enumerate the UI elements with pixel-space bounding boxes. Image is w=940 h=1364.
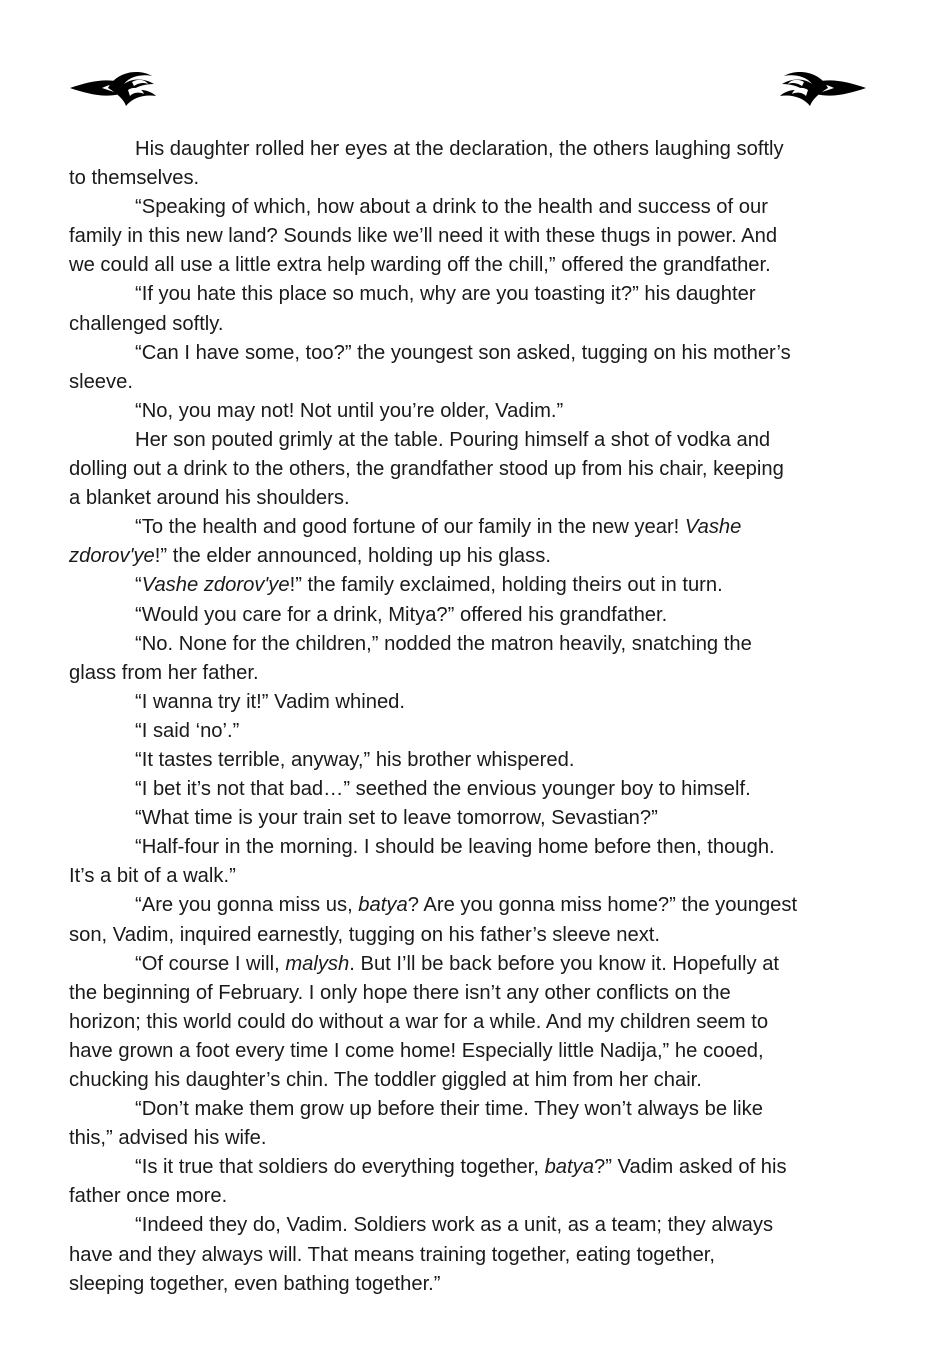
italic-text: zdorov'ye [69, 545, 155, 568]
text-run: “Are you gonna miss us, [135, 894, 359, 917]
text-line [69, 1270, 869, 1299]
text-run: !” the family exclaimed, holding theirs out in turn. [289, 574, 723, 597]
text-line [69, 1037, 869, 1066]
text-line [69, 1241, 869, 1270]
paragraph [69, 397, 869, 426]
text-run: horizon; this world could do without a war for a while. And my children seem to [69, 1010, 769, 1033]
text-line [69, 921, 869, 950]
text-line [69, 775, 869, 804]
text-run: “Half-four in the morning. I should be leaving home before then, though. [135, 836, 775, 859]
text-run: “No, you may not! Not until you’re older, Vadim.” [135, 399, 564, 422]
text-line [69, 135, 869, 164]
text-line [69, 1124, 869, 1153]
text-run: Her son pouted grimly at the table. Pouring himself a shot of vodka and [135, 428, 771, 451]
text-line [69, 862, 869, 891]
text-run: ?” Vadim asked of his [593, 1156, 787, 1179]
text-run: have grown a foot every time I come home! Especially little Nadija,” he cooed, [69, 1039, 764, 1062]
text-line [69, 833, 869, 862]
ornate-flourish-icon [776, 66, 868, 110]
paragraph [69, 601, 869, 630]
paragraph [69, 804, 869, 833]
text-run: challenged softly. [69, 312, 224, 335]
text-line [69, 397, 869, 426]
text-run: “No. None for the children,” nodded the matron heavily, snatching the [135, 632, 752, 655]
paragraph [69, 193, 869, 280]
paragraph [69, 833, 869, 891]
text-run: the beginning of February. I only hope there isn’t any other conflicts on the [69, 981, 731, 1004]
text-line [69, 222, 869, 251]
paragraph [69, 1153, 869, 1211]
text-run: It’s a bit of a walk.” [69, 865, 236, 888]
text-run: “It tastes terrible, anyway,” his brother whispered. [135, 748, 575, 771]
paragraph [69, 135, 869, 193]
italic-text: batya [544, 1156, 594, 1179]
text-run: have and they always will. That means training together, eating together, [69, 1243, 716, 1266]
paragraph [69, 891, 869, 949]
text-run: “If you hate this place so much, why are you toasting it?” his daughter [135, 283, 756, 306]
text-line [69, 1066, 869, 1095]
paragraph [69, 746, 869, 775]
paragraph [69, 688, 869, 717]
text-run: chucking his daughter’s chin. The toddler giggled at him from her chair. [69, 1069, 702, 1091]
text-line [69, 310, 869, 339]
paragraph [69, 1211, 869, 1298]
body-text [69, 135, 869, 1299]
text-line [69, 571, 869, 600]
text-run: “Is it true that soldiers do everything together, [135, 1156, 545, 1179]
text-line [69, 1008, 869, 1037]
text-line [69, 542, 869, 571]
paragraph [69, 950, 869, 1095]
text-line [69, 251, 869, 280]
text-line [69, 746, 869, 775]
text-run: glass from her father. [69, 661, 259, 684]
text-run: a blanket around his shoulders. [69, 487, 350, 510]
paragraph [69, 630, 869, 688]
text-line [69, 979, 869, 1008]
text-run: “I bet it’s not that bad…” seethed the envious younger boy to himself. [135, 778, 751, 801]
italic-text: Vashe [684, 516, 742, 539]
text-run: dolling out a drink to the others, the grandfather stood up from his chair, keeping [69, 458, 784, 481]
italic-text: malysh [285, 952, 350, 975]
text-line [69, 717, 869, 746]
text-run: “I said ‘no’.” [135, 719, 240, 742]
text-run: “Can I have some, too?” the youngest son asked, tugging on his mother’s [135, 341, 791, 364]
text-line [69, 164, 869, 193]
text-run: ? Are you gonna miss home?” the youngest [407, 894, 798, 917]
text-line [69, 688, 869, 717]
paragraph [69, 717, 869, 746]
text-run: sleeve. [69, 370, 133, 393]
text-run: “Of course I will, [135, 952, 286, 975]
text-run: this,” advised his wife. [69, 1127, 267, 1150]
text-line [69, 368, 869, 397]
text-line [69, 426, 869, 455]
text-run: son, Vadim, inquired earnestly, tugging on his father’s sleeve next. [69, 923, 661, 946]
text-run: . But I’ll be back before you know it. Hopefully at [349, 952, 780, 975]
text-line [69, 193, 869, 222]
text-line [69, 280, 869, 309]
text-line [69, 1182, 869, 1211]
paragraph [69, 280, 869, 338]
paragraph [69, 571, 869, 600]
text-run: to themselves. [69, 167, 200, 190]
paragraph [69, 1095, 869, 1153]
text-line [69, 1095, 869, 1124]
italic-text: batya [358, 894, 408, 917]
text-run: we could all use a little extra help warding off the chill,” offered the grandfather. [69, 254, 771, 277]
text-line [69, 455, 869, 484]
text-line [69, 804, 869, 833]
text-line [69, 1211, 869, 1240]
italic-text: Vashe zdorov'ye [141, 574, 290, 597]
text-run: !” the elder announced, holding up his glass. [154, 545, 551, 568]
text-line [69, 891, 869, 920]
paragraph [69, 513, 869, 571]
text-line [69, 339, 869, 368]
text-run: “I wanna try it!” Vadim whined. [135, 690, 406, 713]
text-line [69, 950, 869, 979]
text-run: “Would you care for a drink, Mitya?” offered his grandfather. [135, 603, 668, 626]
text-line [69, 484, 869, 513]
text-run: father once more. [69, 1185, 228, 1208]
paragraph [69, 775, 869, 804]
ornate-flourish-icon [68, 66, 160, 110]
text-run: “To the health and good fortune of our family in the new year! [135, 516, 685, 539]
text-line [69, 1153, 869, 1182]
paragraph [69, 426, 869, 513]
text-run: sleeping together, even bathing together.” [69, 1272, 441, 1295]
paragraph [69, 339, 869, 397]
text-line [69, 513, 869, 542]
text-line [69, 630, 869, 659]
text-line [69, 601, 869, 630]
text-run: “What time is your train set to leave tomorrow, Sevastian?” [135, 807, 658, 830]
text-run: family in this new land? Sounds like we’ll need it with these thugs in power. And [69, 225, 778, 248]
text-run: “Indeed they do, Vadim. Soldiers work as a unit, as a team; they always [135, 1214, 774, 1237]
text-run: “ [135, 574, 142, 597]
text-line [69, 659, 869, 688]
text-run: His daughter rolled her eyes at the declaration, the others laughing softly [135, 138, 784, 160]
text-run: “Speaking of which, how about a drink to the health and success of our [135, 196, 768, 219]
text-run: “Don’t make them grow up before their time. They won’t always be like [135, 1098, 763, 1121]
